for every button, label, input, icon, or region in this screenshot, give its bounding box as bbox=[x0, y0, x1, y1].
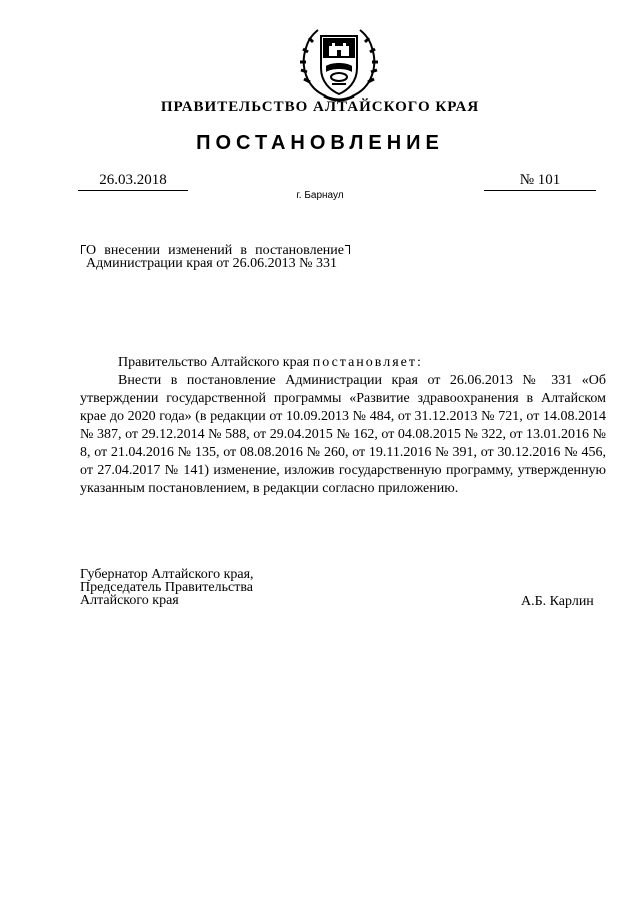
signatory-line-1: Губернатор Алтайского края, bbox=[80, 567, 254, 582]
document-subject: О внесении изменений в постановление Администрации края от 26.06.2013 № 331 bbox=[86, 243, 344, 271]
resolution-paragraph: Внести в постановление Администрации края от 26.06.2013 № 331 «Об утверждении государственной программы «Развитие здравоохранения в Алтайском крае до 2020 года» (в редакции от 10.09.2013 № 484, от 31.12.2013 № 721, от 14.08.2014 № 387, от 29.12.2014 № 588, от 29.04.2015 № 162, от 04.08.2015 № 322, от 13.01.2016 № 8, от 21.04.2016 № 135, от 08.08.2016 № 260, от 19.11.2016 № 391, от 30.12.2016 № 456, от 27.04.2017 № 141) изменение, изложив государственную программу, утвержденную указанным постановлением, в редакции согласно приложению. bbox=[80, 373, 606, 496]
resolution-verb: постановляет: bbox=[312, 355, 423, 370]
document-body bbox=[80, 354, 606, 498]
signatory-line-3: Алтайского края bbox=[80, 593, 179, 608]
document-date: 26.03.2018 bbox=[78, 172, 188, 191]
signatory-title bbox=[80, 568, 254, 607]
government-name: ПРАВИТЕЛЬСТВО АЛТАЙСКОГО КРАЯ bbox=[160, 99, 480, 115]
coat-of-arms-icon bbox=[296, 22, 382, 106]
document-type-title: ПОСТАНОВЛЕНИЕ bbox=[196, 132, 444, 154]
subject-corner-right bbox=[345, 245, 350, 254]
signatory-name: А.Б. Карлин bbox=[521, 594, 594, 609]
resolution-intro bbox=[80, 354, 606, 372]
city-label: г. Барнаул bbox=[296, 190, 344, 201]
document-number: № 101 bbox=[484, 172, 596, 191]
signatory-line-2: Председатель Правительства bbox=[80, 580, 253, 595]
resolution-intro-lead: Правительство Алтайского края bbox=[118, 355, 313, 370]
